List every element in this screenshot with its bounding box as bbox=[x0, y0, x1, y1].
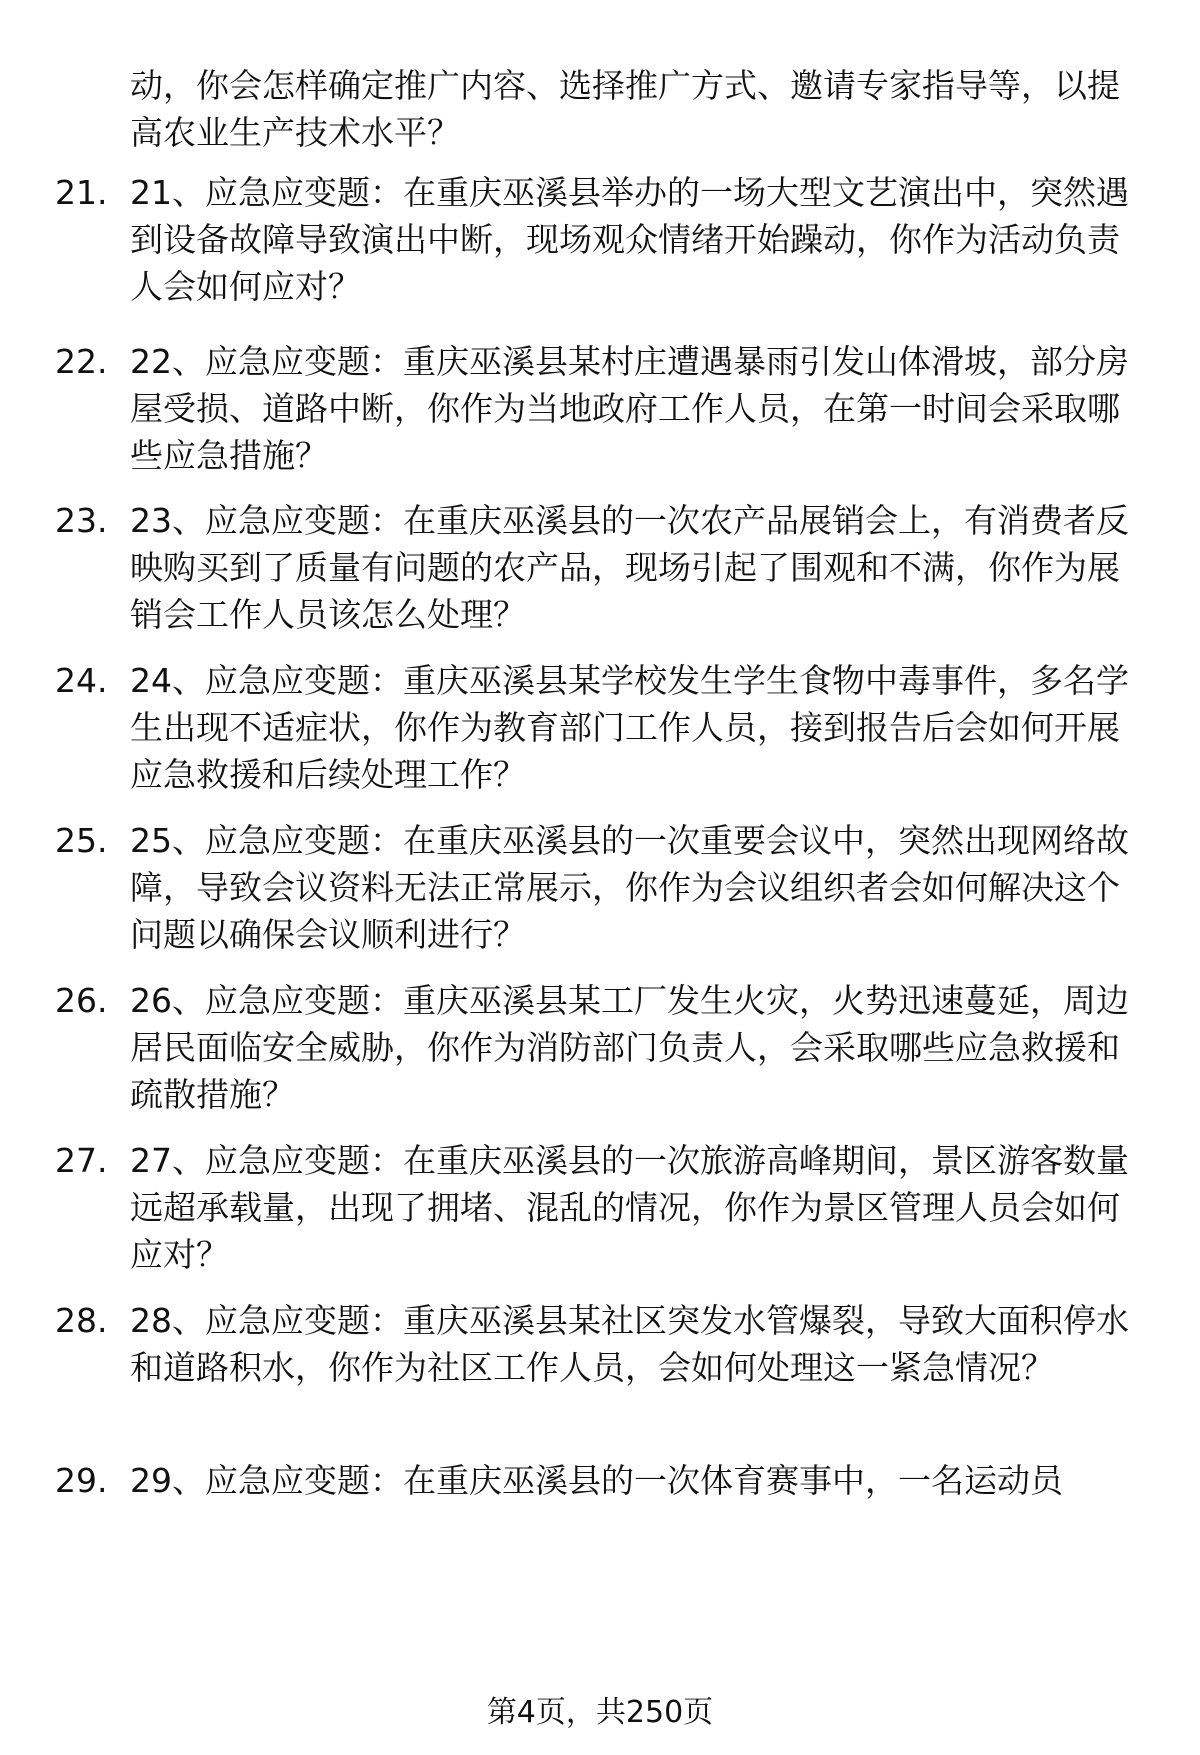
item-text: 22、应急应变题：重庆巫溪县某村庄遭遇暴雨引发山体滑坡，部分房屋受损、道路中断，你作为当地政府工作人员，在第一时间会采取哪些应急措施？ bbox=[130, 342, 1129, 475]
item-number: 29. bbox=[55, 1461, 108, 1500]
item-number: 27. bbox=[55, 1141, 108, 1180]
item-number: 25. bbox=[55, 821, 108, 860]
page-footer: 第4页，共250页 bbox=[486, 1695, 714, 1730]
item-text: 27、应急应变题：在重庆巫溪县的一次旅游高峰期间，景区游客数量远超承载量，出现了拥堵、混乱的情况，你作为景区管理人员会如何应对？ bbox=[130, 1141, 1129, 1274]
continuation-paragraph: 动，你会怎样确定推广内容、选择推广方式、邀请专家指导等，以提高农业生产技术水平？ bbox=[130, 66, 1120, 152]
item-text: 25、应急应变题：在重庆巫溪县的一次重要会议中，突然出现网络故障，导致会议资料无法正常展示，你作为会议组织者会如何解决这个问题以确保会议顺利进行？ bbox=[130, 821, 1129, 954]
item-number: 23. bbox=[55, 501, 108, 540]
item-number: 24. bbox=[55, 661, 108, 700]
item-text: 29、应急应变题：在重庆巫溪县的一次体育赛事中，一名运动员 bbox=[130, 1461, 1063, 1500]
item-number: 26. bbox=[55, 981, 108, 1020]
item-number: 22. bbox=[55, 342, 108, 381]
item-text: 26、应急应变题：重庆巫溪县某工厂发生火灾，火势迅速蔓延，周边居民面临安全威胁，你作为消防部门负责人，会采取哪些应急救援和疏散措施？ bbox=[130, 981, 1129, 1114]
item-text: 21、应急应变题：在重庆巫溪县举办的一场大型文艺演出中，突然遇到设备故障导致演出中断，现场观众情绪开始躁动，你作为活动负责人会如何应对？ bbox=[130, 173, 1129, 306]
item-text: 28、应急应变题：重庆巫溪县某社区突发水管爆裂，导致大面积停水和道路积水，你作为社区工作人员，会如何处理这一紧急情况？ bbox=[130, 1301, 1129, 1387]
item-number: 28. bbox=[55, 1301, 108, 1340]
item-text: 24、应急应变题：重庆巫溪县某学校发生学生食物中毒事件，多名学生出现不适症状，你作为教育部门工作人员，接到报告后会如何开展应急救援和后续处理工作？ bbox=[130, 661, 1129, 794]
item-text: 23、应急应变题：在重庆巫溪县的一次农产品展销会上，有消费者反映购买到了质量有问题的农产品，现场引起了围观和不满，你作为展销会工作人员该怎么处理？ bbox=[130, 501, 1129, 634]
item-number: 21. bbox=[55, 173, 108, 212]
